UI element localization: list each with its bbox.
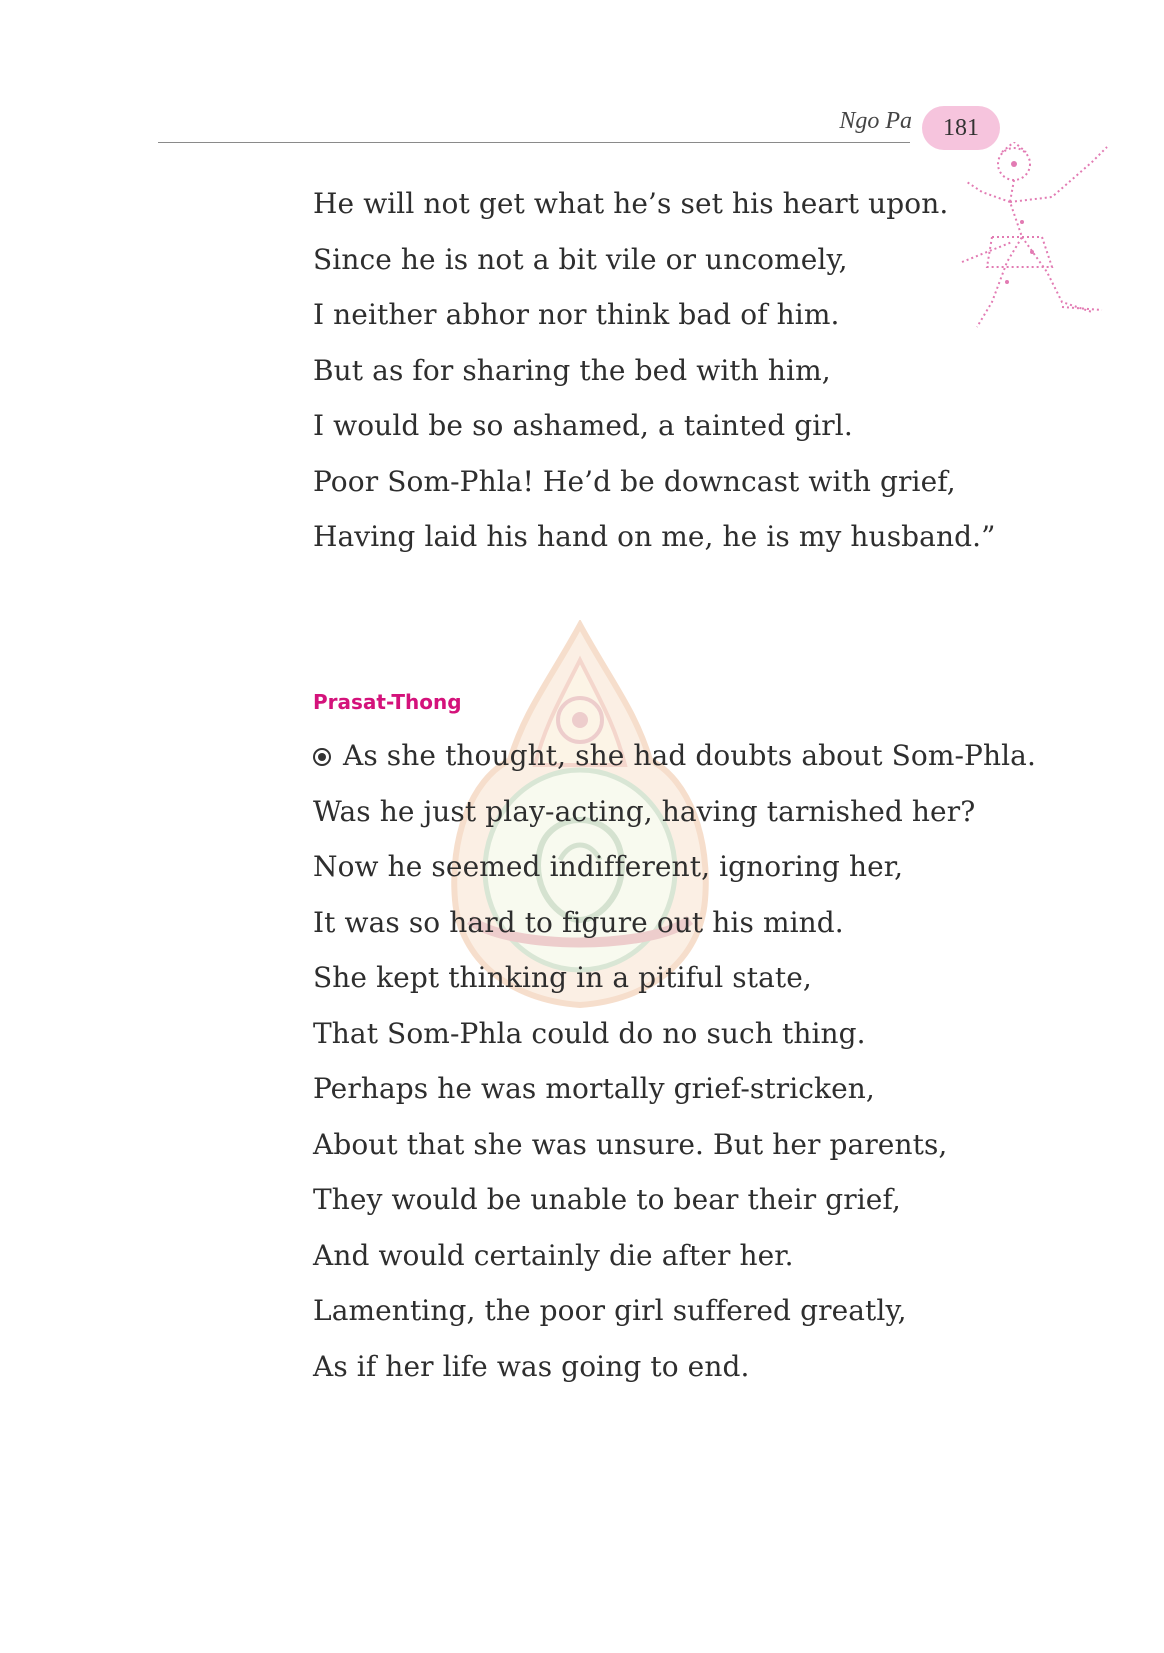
verse-line: Was he just play-acting, having tarnished her?	[313, 794, 976, 828]
stanza-1	[313, 176, 996, 565]
page-number: 181	[943, 114, 979, 141]
verse-line: He will not get what he’s set his heart upon.	[313, 187, 949, 220]
verse-line: It was so hard to figure out his mind.	[313, 905, 844, 939]
verse-line: That Som-Phla could do no such thing.	[313, 1016, 866, 1050]
verse-line: And would certainly die after her.	[313, 1238, 794, 1272]
verse-line: Since he is not a bit vile or uncomely,	[313, 242, 848, 276]
verse-line: Having laid his hand on me, he is my husband.”	[313, 520, 996, 553]
speaker-heading: Prasat-Thong	[313, 690, 462, 714]
verse-line: Now he seemed indifferent, ignoring her,	[313, 850, 904, 883]
verse-line: About that she was unsure. But her parents,	[313, 1127, 948, 1161]
verse-line-text: As she thought, she had doubts about Som-Phla.	[343, 739, 1036, 772]
verse-line: Perhaps he was mortally grief-stricken,	[313, 1072, 875, 1105]
verse-line: Poor Som-Phla! He’d be downcast with grief,	[313, 464, 956, 498]
verse-line: They would be unable to bear their grief,	[313, 1183, 901, 1216]
verse-line: I neither abhor nor think bad of him.	[313, 298, 840, 331]
stanza-2	[313, 728, 1036, 1394]
running-title: Ngo Pa	[839, 108, 912, 134]
circle-dot-icon	[313, 748, 331, 766]
verse-line: Lamenting, the poor girl suffered greatly,	[313, 1294, 907, 1327]
verse-line: She kept thinking in a pitiful state,	[313, 961, 812, 994]
verse-line: As if her life was going to end.	[313, 1349, 750, 1383]
verse-line: But as for sharing the bed with him,	[313, 353, 831, 387]
verse-line: I would be so ashamed, a tainted girl.	[313, 409, 853, 442]
verse-line	[313, 728, 1036, 784]
header-rule	[158, 142, 910, 143]
